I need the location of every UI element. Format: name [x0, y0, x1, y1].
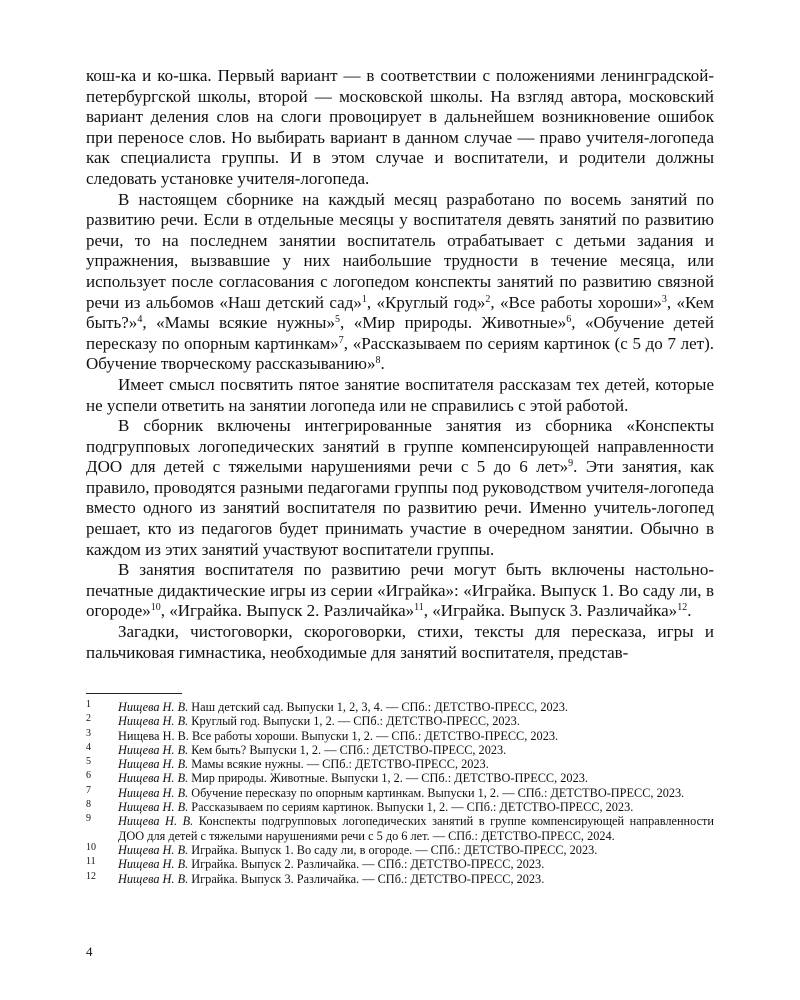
footnote: 10 Нищева Н. В. Играйка. Выпуск 1. Во саду ли, в огороде. — СПб.: ДЕТСТВО-ПРЕСС, 2023. — [86, 841, 598, 857]
footnote-ref-10[interactable]: 10 — [150, 602, 161, 614]
footnote-ref-12[interactable]: 12 — [677, 602, 688, 614]
footnote-divider — [86, 693, 182, 694]
footnote: 11 Нищева Н. В. Играйка. Выпуск 2. Различайка. — СПб.: ДЕТСТВО-ПРЕСС, 2023. — [86, 856, 545, 872]
footnote: 4 Нищева Н. В. Кем быть? Выпуски 1, 2. — СПб.: ДЕТСТВО-ПРЕСС, 2023. — [86, 741, 507, 757]
paragraph-3: Имеет смысл посвятить пятое занятие воспитателя рассказам тех детей, которые не успели ответить на занятии логопеда или не справились с этой работой. — [86, 374, 714, 415]
paragraph-4: В сборник включены интегрированные занятия из сборника «Конспекты подгрупповых логопедических занятий в группе компенсирующей направленности ДОО для детей с тяжелыми нарушениями речи с 5 до 6 лет»$^9$. Эти занятия, как правило, проводятся разными педагогами группы под руководством учителя-логопеда вместо одного из занятий воспитателя по развитию речи. Именно учитель-логопед решает, кто из педагогов будет принимать участие в очередном занятии. Обычно в каждом из этих занятий участвуют воспитатели группы. — [86, 416, 714, 559]
footnotes — [86, 700, 714, 886]
footnote-ref-9[interactable]: 9 — [568, 458, 574, 470]
footnote-ref-11[interactable]: 11 — [414, 602, 424, 614]
footnote-ref-7[interactable]: 7 — [338, 334, 344, 346]
footnote-ref-2[interactable]: 2 — [485, 293, 491, 305]
footnote-ref-6[interactable]: 6 — [566, 314, 572, 326]
footnote-ref-3[interactable]: 3 — [661, 293, 667, 305]
footnote-ref-1[interactable]: 1 — [361, 293, 367, 305]
page-number: 4 — [86, 944, 93, 959]
footnote: 5 Нищева Н. В. Мамы всякие нужны. — СПб.: ДЕТСТВО-ПРЕСС, 2023. — [86, 756, 489, 772]
footnote: 1 Нищева Н. В. Наш детский сад. Выпуски 1, 2, 3, 4. — СПб.: ДЕТСТВО-ПРЕСС, 2023. — [86, 699, 569, 714]
paragraph-6: Загадки, чистоговорки, скороговорки, стихи, тексты для пересказа, игры и пальчиковая гимнастика, необходимые для занятий воспитателя, представ- — [86, 622, 714, 662]
body-text — [86, 66, 714, 663]
paragraph-1: кош-ка и ко-шка. Первый вариант — в соответствии с положениями ленинградской-петербургской школы, второй — московской школы. На взгляд автора, московский вариант деления слов на слоги провоцирует в дальнейшем возникновение ошибок при переносе слов. Но выбирать вариант в данном случае — право учителя-логопеда как специалиста группы. И в этом случае и воспитатели, и родители должны следовать установке учителя-логопеда. — [86, 66, 714, 188]
footnote: 8 Нищева Н. В. Рассказываем по сериям картинок. Выпуски 1, 2. — СПб.: ДЕТСТВО-ПРЕСС, 2023. — [86, 799, 634, 815]
footnote: 2 Нищева Н. В. Круглый год. Выпуски 1, 2. — СПб.: ДЕТСТВО-ПРЕСС, 2023. — [86, 713, 520, 729]
paragraph-5: В занятия воспитателя по развитию речи могут быть включены настольно-печатные дидактические игры из серии «Играйка»: «Играйка. Выпуск 1. Во саду ли, в огороде»$^{10}$, «Играйка. Выпуск 2. Различайка»$^{11}$, «Играйка. Выпуск 3. Различайка»$^{12}$. — [86, 560, 714, 621]
footnote: 6 Нищева Н. В. Мир природы. Животные. Выпуски 1, 2. — СПб.: ДЕТСТВО-ПРЕСС, 2023. — [86, 770, 588, 786]
footnote: 7 Нищева Н. В. Обучение пересказу по опорным картинкам. Выпуски 1, 2. — СПб.: ДЕТСТВО-ПРЕСС, 2023. — [86, 784, 685, 800]
paragraph-2: В настоящем сборнике на каждый месяц разработано по восемь занятий по развитию речи. Если в отдельные месяцы у воспитателя девять занятий по развитию речи, то на последнем занятии воспитатель отрабатывает с детьми задания и упражнения, вызвавшие у них наибольшие трудности в течение месяца, или использует после согласования с логопедом конспекты занятий по развитию связной речи из альбомов «Наш детский сад»$^1$, «Круглый год»$^2$, «Все работы хороши»$^3$, «Кем быть?»$^4$, «Мамы всякие нужны»$^5$, «Мир природы. Животные»$^6$, «Обучение детей пересказу по опорным картинкам»$^7$, «Рассказываем по сериям картинок (с 5 до 7 лет). Обучение творческому рассказыванию»$^8$. — [86, 189, 715, 374]
footnote: 12 Нищева Н. В. Играйка. Выпуск 3. Различайка. — СПб.: ДЕТСТВО-ПРЕСС, 2023. — [86, 870, 545, 886]
footnote-ref-5[interactable]: 5 — [334, 314, 340, 326]
footnote-ref-4[interactable]: 4 — [137, 314, 143, 326]
footnote-ref-8[interactable]: 8 — [375, 355, 381, 367]
footnote: 9 Нищева Н. В. Конспекты подгрупповых логопедических занятий в группе компенсирующей направленности ДОО для детей с тяжелыми нарушениями речи с 5 до 6 лет. — СПб.: ДЕТСТВО-ПРЕСС, 2024. — [86, 813, 714, 843]
footnote: 3 Нищева Н. В. Все работы хороши. Выпуски 1, 2. — СПб.: ДЕТСТВО-ПРЕСС, 2023. — [86, 727, 559, 743]
